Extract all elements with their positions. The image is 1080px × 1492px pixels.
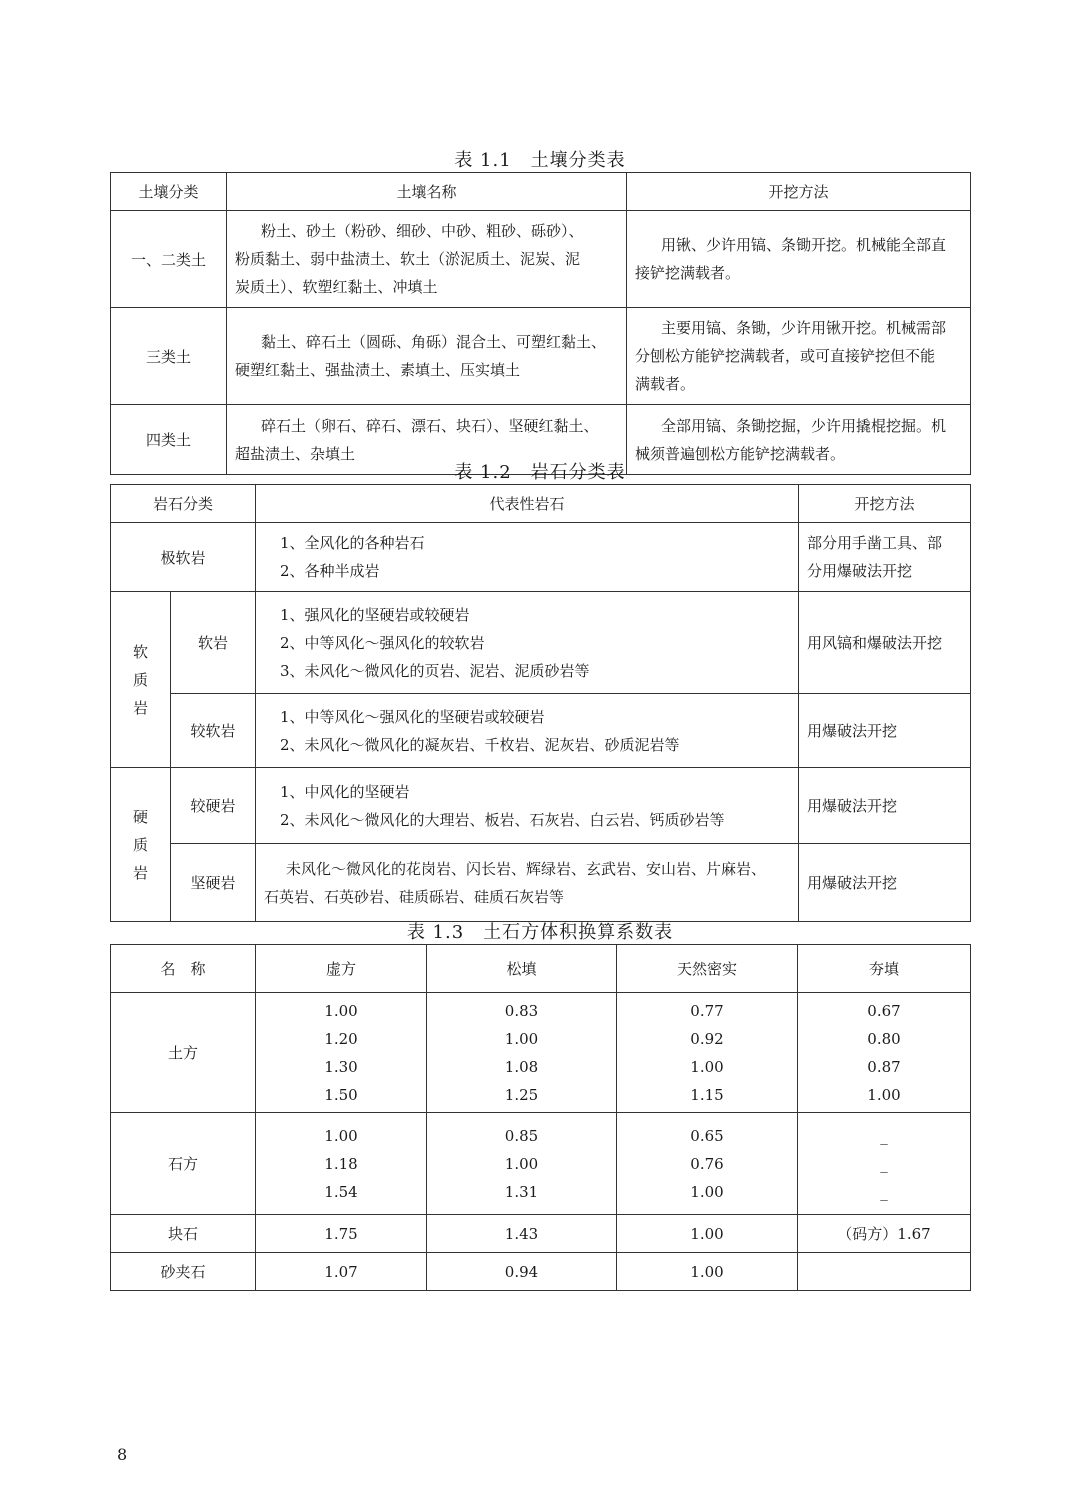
table2-caption: 表 1.2 岩石分类表 [454,462,626,483]
soil-name-cell: 粉土、砂土（粉砂、细砂、中砂、粗砂、砾砂）、 粉质黏土、弱中盐渍土、软土（淤泥质土、泥炭、泥 炭质土）、软塑红黏土、冲填土 [227,211,627,308]
rock-classification-table [110,484,971,922]
value-cell: 0.94 [427,1253,617,1291]
material-name-cell: 块石 [111,1215,256,1253]
method-cell: 用爆破法开挖 [799,768,971,844]
soil-class-cell: 四类土 [111,405,227,475]
volume-conversion-table [110,944,971,1291]
value-cell: 0.83 1.00 1.08 1.25 [427,993,617,1113]
table-row [111,1253,971,1291]
hard-rock-group-label: 硬 质 岩 [111,768,171,922]
table-row [111,211,971,308]
header-soil-class: 土壤分类 [111,173,227,211]
header-loose: 虚方 [256,945,427,993]
value-cell: 1.00 1.20 1.30 1.50 [256,993,427,1113]
value-cell [798,1253,971,1291]
soil-name-cell: 黏土、碎石土（圆砾、角砾）混合土、可塑红黏土、 硬塑红黏土、强盐渍土、素填土、压实填土 [227,308,627,405]
table-row [111,308,971,405]
value-cell: 1.00 1.18 1.54 [256,1113,427,1215]
method-cell: 全部用镐、条锄挖掘，少许用撬棍挖掘。机 械须普遍刨松方能铲挖满载者。 [627,405,971,475]
method-cell: 用爆破法开挖 [799,844,971,922]
table-row [111,993,971,1113]
soil-classification-table [110,172,971,475]
soft-rock-group-label: 软 质 岩 [111,592,171,768]
table-row [111,694,971,768]
table-row [111,844,971,922]
value-cell: 1.75 [256,1215,427,1253]
rock-subclass-cell: 软岩 [171,592,256,694]
table-header-row [111,485,971,523]
material-name-cell: 砂夹石 [111,1253,256,1291]
header-excavation-method: 开挖方法 [799,485,971,523]
table1-caption: 表 1.1 土壤分类表 [454,150,626,171]
method-cell: 部分用手凿工具、部 分用爆破法开挖 [799,523,971,592]
table-header-row [111,945,971,993]
value-cell: 0.77 0.92 1.00 1.15 [617,993,798,1113]
table-header-row [111,173,971,211]
rock-list-cell: 1、强风化的坚硬岩或较硬岩 2、中等风化～强风化的较软岩 3、未风化～微风化的页岩、泥岩、泥质砂岩等 [256,592,799,694]
soil-class-cell: 一、二类土 [111,211,227,308]
rock-subclass-cell: 较硬岩 [171,768,256,844]
method-cell: 用锹、少许用镐、条锄开挖。机械能全部直 接铲挖满载者。 [627,211,971,308]
value-cell: 1.43 [427,1215,617,1253]
header-soil-name: 土壤名称 [227,173,627,211]
header-name: 名 称 [111,945,256,993]
value-cell: 1.07 [256,1253,427,1291]
material-name-cell: 土方 [111,993,256,1113]
method-cell: 主要用镐、条锄，少许用锹开挖。机械需部 分刨松方能铲挖满载者，或可直接铲挖但不能 满载者。 [627,308,971,405]
method-cell: 用爆破法开挖 [799,694,971,768]
table3-caption: 表 1.3 土石方体积换算系数表 [406,922,674,943]
rock-list-cell: 1、中风化的坚硬岩 2、未风化～微风化的大理岩、板岩、石灰岩、白云岩、钙质砂岩等 [256,768,799,844]
header-compacted-fill: 夯填 [798,945,971,993]
method-cell: 用风镐和爆破法开挖 [799,592,971,694]
rock-class-cell: 极软岩 [111,523,256,592]
header-loose-fill: 松填 [427,945,617,993]
page-number: 8 [117,1445,128,1464]
value-cell: 0.65 0.76 1.00 [617,1113,798,1215]
value-cell: 0.67 0.80 0.87 1.00 [798,993,971,1113]
value-cell: （码方）1.67 [798,1215,971,1253]
soil-name-cell: 碎石土（卵石、碎石、漂石、块石）、坚硬红黏土、 超盐渍土、杂填土 [227,405,627,475]
table-row [111,1215,971,1253]
value-cell: 1.00 [617,1253,798,1291]
value-cell: _ _ _ [798,1113,971,1215]
rock-list-cell: 1、全风化的各种岩石 2、各种半成岩 [256,523,799,592]
rock-subclass-cell: 坚硬岩 [171,844,256,922]
rock-subclass-cell: 较软岩 [171,694,256,768]
table-row [111,523,971,592]
header-rock-class: 岩石分类 [111,485,256,523]
value-cell: 0.85 1.00 1.31 [427,1113,617,1215]
material-name-cell: 石方 [111,1113,256,1215]
table-row [111,592,971,694]
value-cell: 1.00 [617,1215,798,1253]
header-excavation-method: 开挖方法 [627,173,971,211]
header-representative-rock: 代表性岩石 [256,485,799,523]
table-row [111,1113,971,1215]
rock-list-cell: 未风化～微风化的花岗岩、闪长岩、辉绿岩、玄武岩、安山岩、片麻岩、 石英岩、石英砂岩、硅质砾岩、硅质石灰岩等 [256,844,799,922]
table-row [111,768,971,844]
header-natural-compact: 天然密实 [617,945,798,993]
rock-list-cell: 1、中等风化～强风化的坚硬岩或较硬岩 2、未风化～微风化的凝灰岩、千枚岩、泥灰岩、砂质泥岩等 [256,694,799,768]
soil-class-cell: 三类土 [111,308,227,405]
